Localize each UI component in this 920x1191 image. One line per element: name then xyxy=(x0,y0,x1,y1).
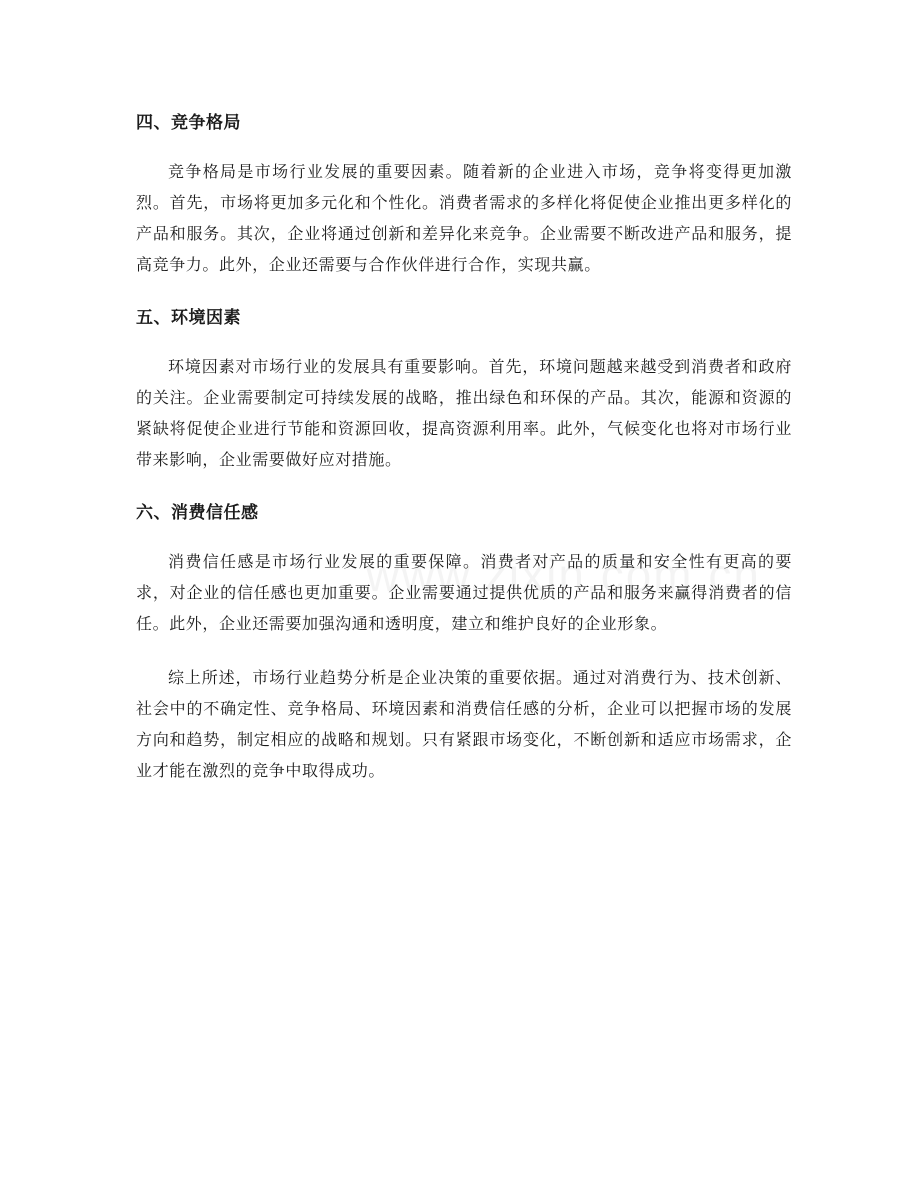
section-heading-consumer-trust: 六、消费信任感 xyxy=(136,503,259,523)
section-heading-competition: 四、竞争格局 xyxy=(136,113,241,133)
section-paragraph-environment: 环境因素对市场行业的发展具有重要影响。首先，环境问题越来越受到消费者和政府的关注。企业需要制定可持续发展的战略，推出绿色和环保的产品。其次，能源和资源的紧缺将促使企业进行节能和资源回收，提高资源利用率。此外，气候变化也将对市场行业带来影响，企业需要做好应对措施。 xyxy=(136,357,792,469)
section-heading-environment: 五、环境因素 xyxy=(136,308,241,328)
section-paragraph-competition: 竞争格局是市场行业发展的重要因素。随着新的企业进入市场，竞争将变得更加激烈。首先，市场将更加多元化和个性化。消费者需求的多样化将促使企业推出更多样化的产品和服务。其次，企业将通过创新和差异化来竞争。企业需要不断改进产品和服务，提高竞争力。此外，企业还需要与合作伙伴进行合作，实现共赢。 xyxy=(136,162,792,274)
conclusion-paragraph: 综上所述，市场行业趋势分析是企业决策的重要依据。通过对消费行为、技术创新、社会中的不确定性、竞争格局、环境因素和消费信任感的分析，企业可以把握市场的发展方向和趋势，制定相应的战略和规划。只有紧跟市场变化，不断创新和适应市场需求，企业才能在激烈的竞争中取得成功。 xyxy=(136,668,792,780)
section-paragraph-consumer-trust: 消费信任感是市场行业发展的重要保障。消费者对产品的质量和安全性有更高的要求，对企业的信任感也更加重要。企业需要通过提供优质的产品和服务来赢得消费者的信任。此外，企业还需要加强沟通和透明度，建立和维护良好的企业形象。 xyxy=(136,552,792,633)
